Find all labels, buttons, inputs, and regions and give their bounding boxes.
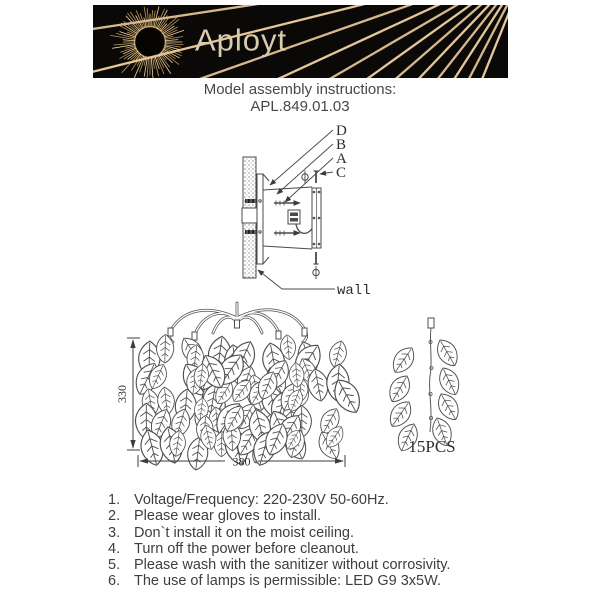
instruction-number: 4. — [108, 540, 121, 557]
instructions-list — [108, 492, 528, 590]
instruction-item — [108, 492, 528, 508]
wall-label: wall — [337, 283, 371, 299]
part-label-a: A — [336, 151, 347, 167]
part-label-d: D — [336, 123, 347, 139]
instruction-item — [108, 557, 528, 573]
instruction-number: 5. — [108, 557, 121, 574]
crystal-leaves-cluster — [131, 333, 366, 471]
instruction-number: 3. — [108, 524, 121, 541]
brand-name: Aployt — [195, 22, 288, 58]
instruction-item — [108, 573, 528, 589]
instruction-text: Turn off the power before cleanout. — [134, 540, 359, 557]
height-dimension-label: 330 — [115, 385, 129, 403]
lamp-dimension-drawing — [115, 303, 366, 471]
model-number: APL.849.01.03 — [250, 98, 350, 115]
instruction-text: The use of lamps is permissible: LED G9 3x5W. — [134, 573, 442, 590]
instruction-text: Please wash with the sanitizer without corrosivity. — [134, 557, 451, 574]
instruction-number: 1. — [108, 492, 121, 508]
instruction-text: Don`t install it on the moist ceiling. — [134, 524, 355, 541]
leaf-strand-drawing — [385, 318, 464, 456]
instruction-text: Please wear gloves to install. — [134, 508, 321, 525]
page-title: Model assembly instructions: — [203, 81, 397, 98]
instruction-item — [108, 541, 528, 557]
strand-count-label: 15PCS — [408, 437, 456, 456]
instruction-item — [108, 508, 528, 524]
width-dimension-label: 380 — [232, 454, 251, 469]
instruction-number: 6. — [108, 573, 121, 590]
instruction-text: Voltage/Frequency: 220-230V 50-60Hz. — [134, 492, 389, 508]
wall-mounting-diagram — [242, 123, 371, 299]
part-label-c: C — [336, 165, 347, 181]
instruction-item — [108, 525, 528, 541]
part-label-b: B — [336, 137, 347, 153]
instruction-number: 2. — [108, 508, 121, 525]
